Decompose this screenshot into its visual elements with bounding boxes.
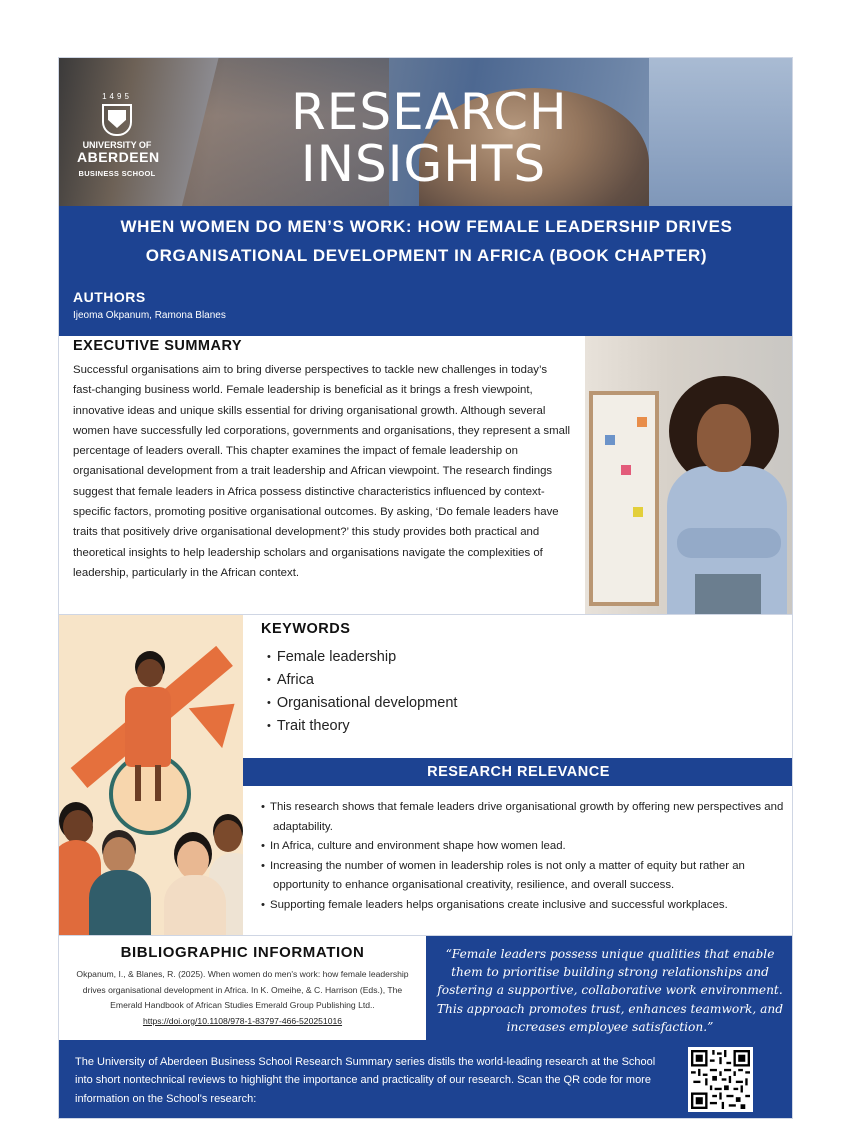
chapter-title-line-1: WHEN WOMEN DO MEN’S WORK: HOW FEMALE LEADERSHIP DRIVES <box>120 217 733 236</box>
authors-names: Ijeoma Okpanum, Ramona Blanes <box>73 310 226 321</box>
leader-legs <box>135 765 161 801</box>
keywords-section <box>243 615 793 758</box>
leader-head <box>137 659 163 687</box>
person-3-body <box>164 875 226 935</box>
logo-school: BUSINESS SCHOOL <box>78 169 156 178</box>
person-2-body <box>89 870 151 935</box>
title-line-1: RESEARCH <box>291 83 568 141</box>
leader-dress <box>125 687 171 767</box>
relevance-item: • This research shows that female leaders drive organisational growth by offering new perspectives and adaptability. <box>261 798 784 837</box>
qr-code-graphic <box>691 1050 750 1109</box>
citation-text: Okpanum, I., & Blanes, R. (2025). When women do men's work: how female leadership drives organisational development in Africa. In K. Omeihe, & C. Harrison (Eds.), The Emerald Handbook of African Studies Emerald Group Publishing Ltd.. <box>76 969 409 1010</box>
logo-aberdeen: ABERDEEN <box>77 149 160 165</box>
executive-summary-heading: EXECUTIVE SUMMARY <box>73 338 243 354</box>
keywords-heading: KEYWORDS <box>261 621 351 637</box>
title-line-2: INSIGHTS <box>300 135 547 193</box>
banner-photo-sky <box>649 58 793 206</box>
executive-summary-section <box>59 336 585 614</box>
relevance-item: • Supporting female leaders helps organisations create inclusive and successful workplaces. <box>261 896 784 916</box>
research-insights-title <box>291 83 568 193</box>
research-summary-sheet <box>58 57 793 1119</box>
keywords-list <box>261 646 793 738</box>
person-1-head <box>63 810 93 844</box>
leader-photo <box>585 336 793 614</box>
keyword-item: • Female leadership <box>267 646 793 669</box>
person-3-head <box>177 841 209 879</box>
relevance-list <box>261 798 784 916</box>
authors-heading: AUTHORS <box>73 289 146 305</box>
chapter-title-line-2: ORGANISATIONAL DEVELOPMENT IN AFRICA (BOOK CHAPTER) <box>145 246 708 265</box>
university-logo[interactable] <box>77 92 160 178</box>
executive-summary-text: Successful organisations aim to bring diverse perspectives to tackle new challenges in today’s fast-changing business world. Female leadership is beneficial as it brings a fresh viewpoint, innovative ideas and unique skills essential for driving organisational growth. Although several women have successfully led corporations, governments and organisations, they represent a small percentage of leaders overall. This chapter examines the impact of female leadership on organisational development from a trait leadership and African viewpoint. The research findings suggest that female leaders in Africa possess distinctive characteristics influenced by context-specific factors, promoting positive organisational outcomes. By asking, ‘Do female leaders have traits that positively drive organisational development?’ this study provides both practical and theoretical insights to help leadership scholars and organisations navigate the complexities of leadership, particularly in the African context. <box>73 364 571 579</box>
keyword-item: • Africa <box>267 669 793 692</box>
relevance-item: • Increasing the number of women in leadership roles is not only a matter of equity but rather an opportunity to enhance organisational creativity, resilience, and overall success. <box>261 857 784 896</box>
relevance-item: • In Africa, culture and environment shape how women lead. <box>261 837 784 857</box>
bibliographic-citation <box>73 967 412 1029</box>
research-relevance-section <box>243 786 793 936</box>
chapter-title <box>59 206 793 276</box>
doi-link[interactable]: https://doi.org/10.1108/978-1-83797-466-520251016 <box>142 1015 343 1026</box>
leadership-illustration <box>59 615 243 935</box>
footer-section <box>59 1040 793 1119</box>
bibliographic-heading: BIBLIOGRAPHIC INFORMATION <box>120 944 365 961</box>
logo-university: UNIVERSITY OF <box>82 140 152 150</box>
crest-icon <box>102 104 132 136</box>
keyword-item: • Organisational development <box>267 692 793 715</box>
bibliographic-section <box>59 936 426 1040</box>
photo-face <box>697 404 751 472</box>
photo-arms <box>677 528 781 558</box>
logo-year: 1495 <box>102 92 132 101</box>
pull-quote: “Female leaders possess unique qualities that enable them to prioritise building strong relationships and fostering a supportive, collaborative work environment. This approach promotes trust, enhances teamwork, and increases employee satisfaction.” <box>426 936 793 1040</box>
person-4-head <box>214 820 242 852</box>
header-banner <box>59 58 793 206</box>
qr-code-icon[interactable] <box>688 1047 753 1112</box>
whiteboard <box>589 391 659 606</box>
authors-section <box>59 276 793 336</box>
research-relevance-heading: RESEARCH RELEVANCE <box>243 758 793 786</box>
footer-text: The University of Aberdeen Business School Research Summary series distils the world-leading research at the School into short nontechnical reviews to highlight the importance and practicality of our research. Scan the QR code for more information on the School's research: <box>75 1056 656 1105</box>
person-2-head <box>103 837 135 873</box>
photo-pants <box>695 574 761 614</box>
keyword-item: • Trait theory <box>267 715 793 738</box>
